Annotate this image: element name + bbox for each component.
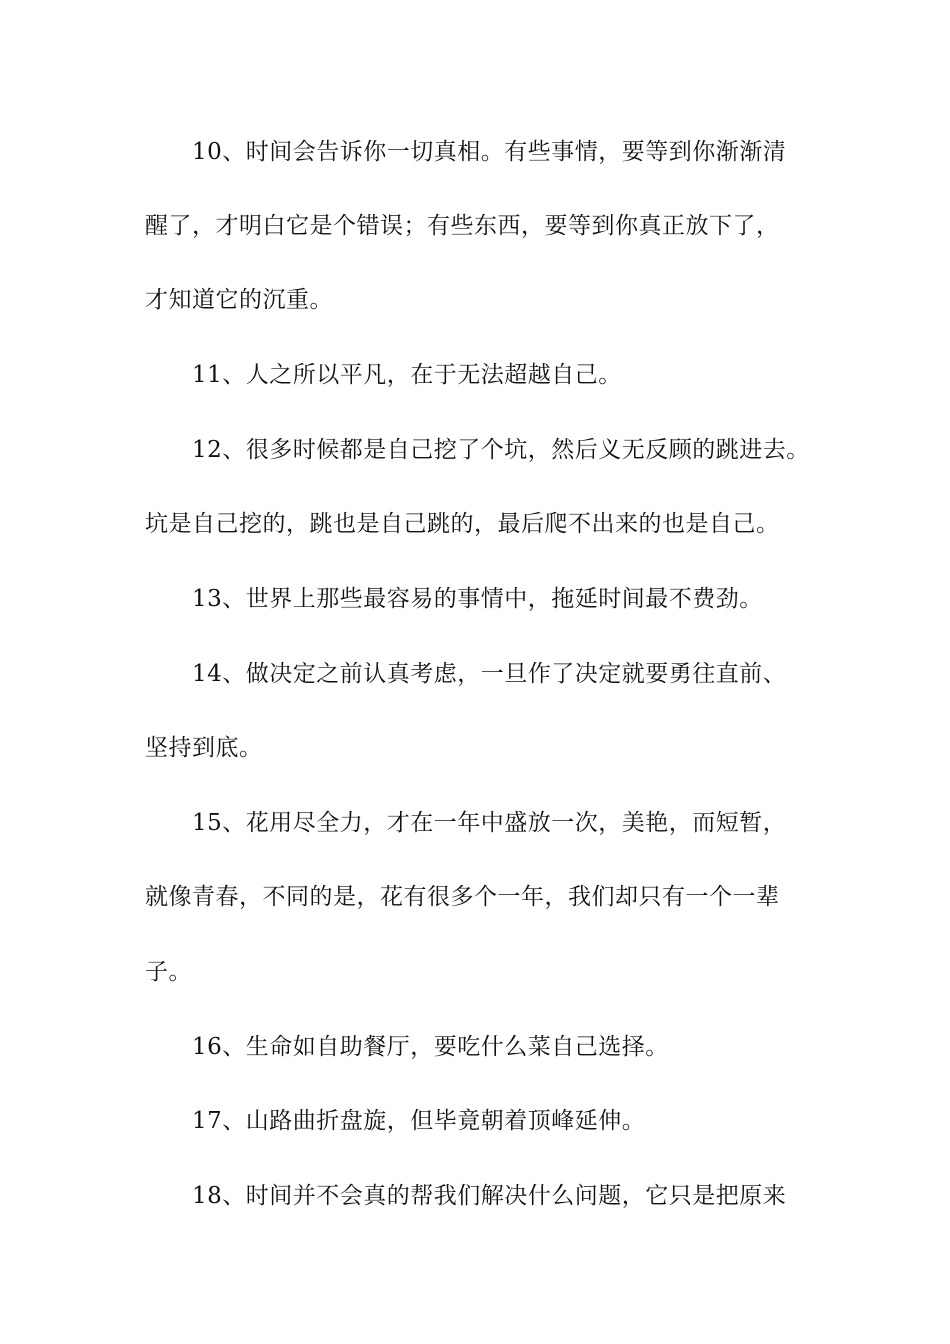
text-line: 14、做决定之前认真考虑，一旦作了决定就要勇往直前、: [192, 661, 787, 687]
text-line: 13、世界上那些最容易的事情中，拖延时间最不费劲。: [192, 586, 763, 612]
text-line: 15、花用尽全力，才在一年中盛放一次，美艳，而短暂，: [192, 810, 787, 836]
text-line: 坚持到底。: [145, 735, 263, 761]
text-line: 18、时间并不会真的帮我们解决什么问题，它只是把原来: [192, 1183, 787, 1209]
text-line: 10、时间会告诉你一切真相。有些事情，要等到你渐渐清: [192, 139, 787, 165]
text-line: 子。: [145, 959, 192, 985]
text-line: 17、山路曲折盘旋，但毕竟朝着顶峰延伸。: [192, 1108, 646, 1134]
text-line: 16、生命如自助餐厅，要吃什么菜自己选择。: [192, 1034, 669, 1060]
text-line: 12、很多时候都是自己挖了个坑，然后义无反顾的跳进去。: [192, 437, 810, 463]
text-line: 醒了，才明白它是个错误；有些东西，要等到你真正放下了，: [145, 213, 780, 239]
text-line: 11、人之所以平凡，在于无法超越自己。: [192, 362, 622, 388]
text-line: 才知道它的沉重。: [145, 287, 333, 313]
text-line: 就像青春，不同的是，花有很多个一年，我们却只有一个一辈: [145, 884, 780, 910]
text-line: 坑是自己挖的，跳也是自己跳的，最后爬不出来的也是自己。: [145, 511, 780, 537]
